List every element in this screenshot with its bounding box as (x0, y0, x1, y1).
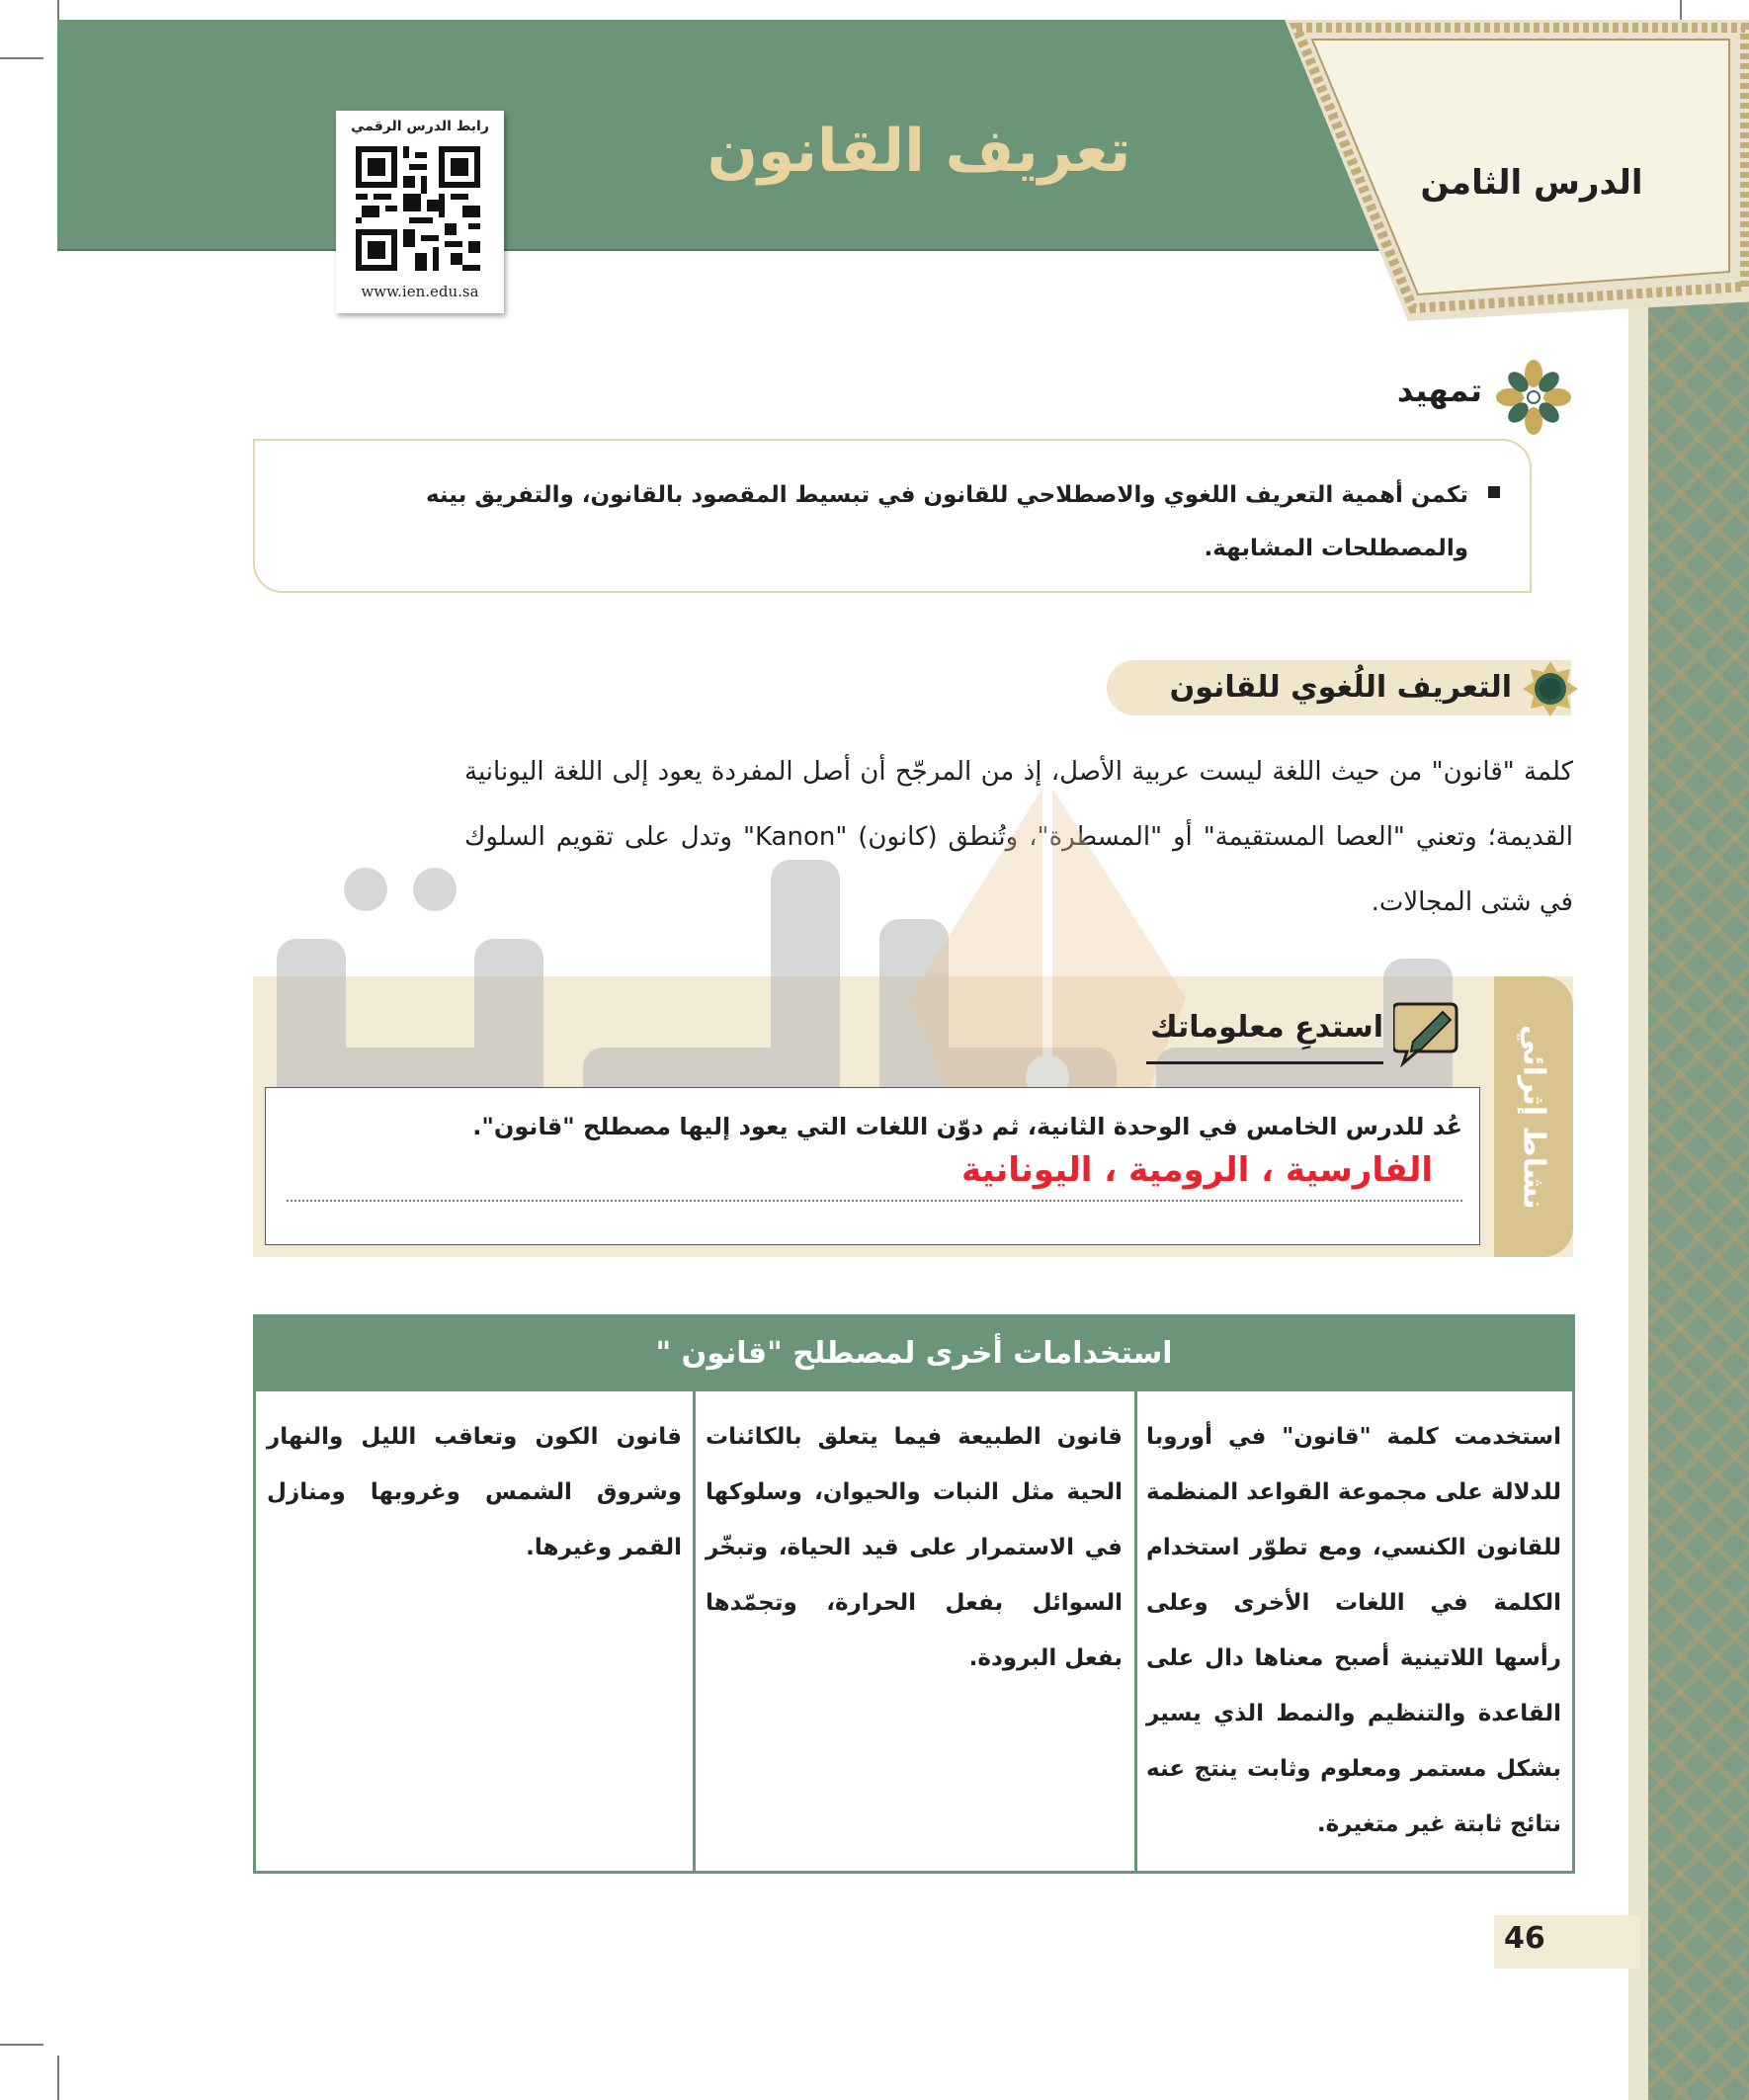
qr-label: رابط الدرس الرقمي (351, 119, 489, 134)
answer-dotted-line (287, 1200, 1462, 1202)
table-cell: قانون الكون وتعاقب الليل والنهار وشروق الشمس وغروبها ومنازل القمر وغيرها. (267, 1424, 682, 1560)
star-medallion-icon (1522, 660, 1579, 717)
qr-code-icon[interactable] (356, 146, 480, 271)
page-number: 46 (1504, 1921, 1545, 1956)
speech-bubble-pencil-icon (1393, 996, 1462, 1067)
bullet-icon (1488, 486, 1500, 498)
activity-answer[interactable]: الفارسية ، الرومية ، اليونانية (960, 1150, 1433, 1190)
recall-heading: استدعِ معلوماتك (1150, 1010, 1383, 1045)
activity-question: عُد للدرس الخامس في الوحدة الثانية، ثم دوّن اللغات التي يعود إليها مصطلح "قانون". (472, 1113, 1462, 1140)
side-border-strip (1628, 296, 1650, 2100)
section-heading: التعريف اللُغوي للقانون (1169, 670, 1512, 705)
table-title: استخدامات أخرى لمصطلح "قانون " (655, 1336, 1173, 1371)
flower-icon (1494, 358, 1573, 437)
page-title: تعريف القانون (707, 117, 1131, 186)
linguistic-definition-text: كلمة "قانون" من حيث اللغة ليست عربية الأصل، إذ من المرجّح أن أصل المفردة يعود إلى اللغة اليونانية القديمة؛ وتعني "العصا المستقيمة" أو "المسطرة"، وتُنطق (كانون) "Kanon" وتدل على تقويم السلوك في شتى المجالات. (464, 757, 1574, 917)
qr-url[interactable]: www.ien.edu.sa (361, 283, 479, 300)
crop-mark (0, 2044, 43, 2046)
table-column-divider (693, 1391, 696, 1874)
preface-text: تكمن أهمية التعريف اللغوي والاصطلاحي للقانون في تبسيط المقصود بالقانون، والتفريق بينه والمصطلحات المشابهة. (425, 482, 1468, 561)
crop-mark (57, 2056, 59, 2100)
crop-mark (0, 57, 43, 59)
activity-tab-label: نشاط إثرائي (1516, 1024, 1551, 1210)
heading-underline (1146, 1061, 1383, 1064)
table-cell: قانون الطبيعة فيما يتعلق بالكائنات الحية مثل النبات والحيوان، وسلوكها في الاستمرار على قيد الحياة، وتبخّر السوائل بفعل الحرارة، وتجمّدها بفعل البرودة. (706, 1424, 1123, 1671)
table-column-divider (1134, 1391, 1137, 1874)
table-cell: استخدمت كلمة "قانون" في أوروبا للدلالة على مجموعة القواعد المنظمة للقانون الكنسي، ومع تطوّر استخدام الكلمة في اللغات الأخرى وعلى رأسها اللاتينية أصبح معناها دال على القاعدة والتنظيم والنمط الذي يسير بشكل مستمر ومعلوم وثابت ينتج عنه نتائج ثابتة غير متغيرة. (1146, 1424, 1561, 1837)
lesson-number: الدرس الثامن (1420, 163, 1643, 203)
preface-heading: تمهيد (1396, 372, 1482, 409)
side-ornament-border (1648, 296, 1749, 2100)
